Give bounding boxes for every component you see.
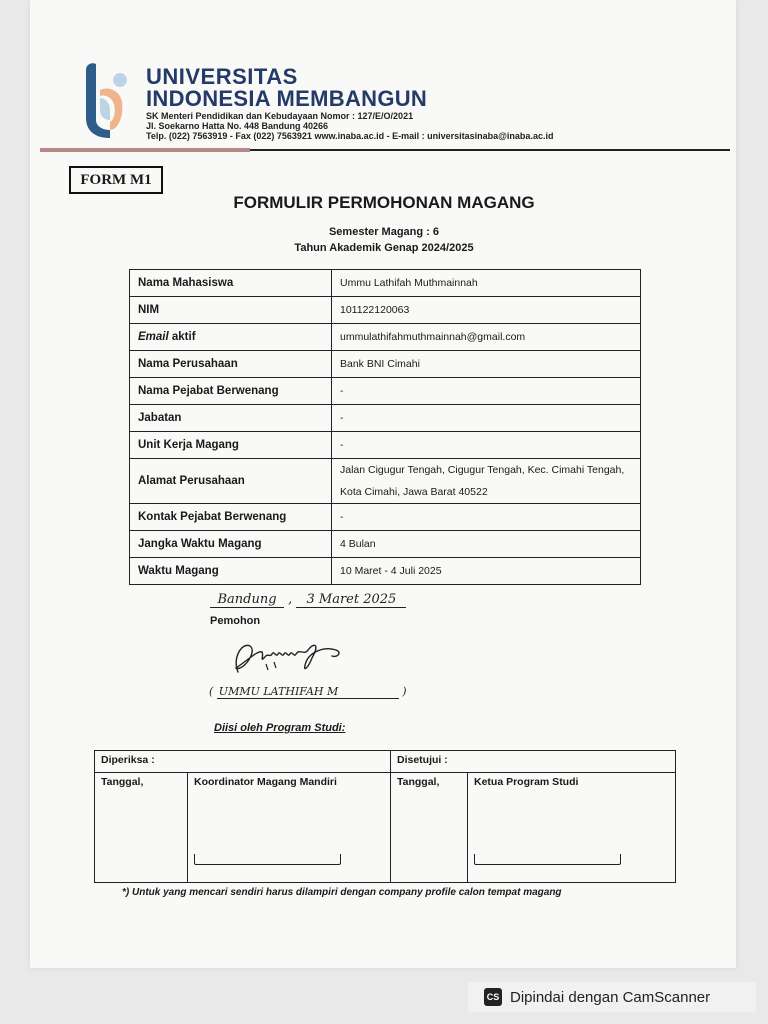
table-row (130, 270, 641, 297)
field-label (130, 324, 332, 351)
table-row (130, 297, 641, 324)
field-value: - (332, 432, 641, 459)
field-label: Alamat Perusahaan (130, 459, 332, 504)
field-label: Nama Mahasiswa (130, 270, 332, 297)
field-value: - (332, 405, 641, 432)
table-row (130, 459, 641, 504)
table-row (130, 378, 641, 405)
coordinator-cell (188, 773, 391, 883)
camscanner-watermark (468, 982, 756, 1012)
field-label: Nama Perusahaan (130, 351, 332, 378)
academic-year-line: Tahun Akademik Genap 2024/2025 (294, 242, 474, 254)
table-row (130, 405, 641, 432)
table-row (130, 432, 641, 459)
address-line-1: Jalan Cigugur Tengah, Cigugur Tengah, Kec. Cimahi Tengah, (340, 464, 625, 476)
applicant-name: ( UMMU LATHIFAH M ) (209, 685, 407, 698)
head-signature-line (474, 854, 621, 865)
approved-by-header: Disetujui : (391, 751, 676, 773)
university-name-line1: UNIVERSITAS (146, 64, 298, 89)
field-label: Jangka Waktu Magang (130, 531, 332, 558)
applicant-name-text: UMMU LATHIFAH M (217, 685, 399, 699)
coordinator-signature-line (194, 854, 341, 865)
field-value: Bank BNI Cimahi (332, 351, 641, 378)
sign-date: 3 Maret 2025 (296, 592, 406, 608)
form-title: FORMULIR PERMOHONAN MAGANG (233, 193, 535, 212)
semester-line: Semester Magang : 6 (328, 226, 440, 238)
table-row (130, 324, 641, 351)
email-label-rest: aktif (168, 331, 196, 343)
table-row (95, 751, 676, 773)
field-value: Ummu Lathifah Muthmainnah (332, 270, 641, 297)
program-study-heading: Diisi oleh Program Studi: (214, 722, 346, 734)
date-cell-1: Tanggal, (95, 773, 188, 883)
signature (228, 628, 348, 680)
table-row (130, 531, 641, 558)
date-cell-2: Tanggal, (391, 773, 468, 883)
pemohon-label: Pemohon (210, 615, 261, 627)
email-emphasis: Email (138, 331, 169, 343)
field-value: 101122120063 (332, 297, 641, 324)
footnote: *) Untuk yang mencari sendiri harus dilampiri dengan company profile calon tempat magang (122, 887, 562, 898)
university-logo (82, 60, 130, 140)
field-value: 10 Maret - 4 Juli 2025 (332, 558, 641, 585)
field-label: Waktu Magang (130, 558, 332, 585)
field-label: NIM (130, 297, 332, 324)
form-code-box: FORM M1 (69, 166, 163, 194)
place-city: Bandung (210, 592, 284, 608)
field-value: - (332, 504, 641, 531)
table-row (95, 773, 676, 883)
head-role: Ketua Program Studi (474, 776, 579, 788)
camscanner-text: Dipindai dengan CamScanner (510, 988, 711, 1006)
address-line: Jl. Soekarno Hatta No. 448 Bandung 40266 (146, 121, 329, 131)
checked-by-header: Diperiksa : (95, 751, 391, 773)
approval-table (94, 750, 676, 883)
field-label: Nama Pejabat Berwenang (130, 378, 332, 405)
field-label: Kontak Pejabat Berwenang (130, 504, 332, 531)
header-rule (40, 148, 730, 152)
camscanner-icon: CS (484, 988, 502, 1006)
address-line-2: Kota Cimahi, Jawa Barat 40522 (340, 486, 488, 498)
field-value: 4 Bulan (332, 531, 641, 558)
coordinator-role: Koordinator Magang Mandiri (194, 776, 337, 788)
head-cell (468, 773, 676, 883)
table-row (130, 558, 641, 585)
field-value: ummulathifahmuthmainnah@gmail.com (332, 324, 641, 351)
decree-line: SK Menteri Pendidikan dan Kebudayaan Nomor : 127/E/O/2021 (146, 111, 414, 121)
field-label: Unit Kerja Magang (130, 432, 332, 459)
place-date: Bandung , 3 Maret 2025 (210, 592, 406, 608)
table-row (130, 504, 641, 531)
field-value: - (332, 378, 641, 405)
field-label: Jabatan (130, 405, 332, 432)
field-value (332, 459, 641, 504)
table-row (130, 351, 641, 378)
applicant-info-table (129, 269, 641, 585)
university-name-line2: INDONESIA MEMBANGUN (146, 86, 428, 111)
contact-line: Telp. (022) 7563919 - Fax (022) 7563921 www.inaba.ac.id - E-mail : universitasinaba@inaba.ac.id (146, 131, 554, 141)
